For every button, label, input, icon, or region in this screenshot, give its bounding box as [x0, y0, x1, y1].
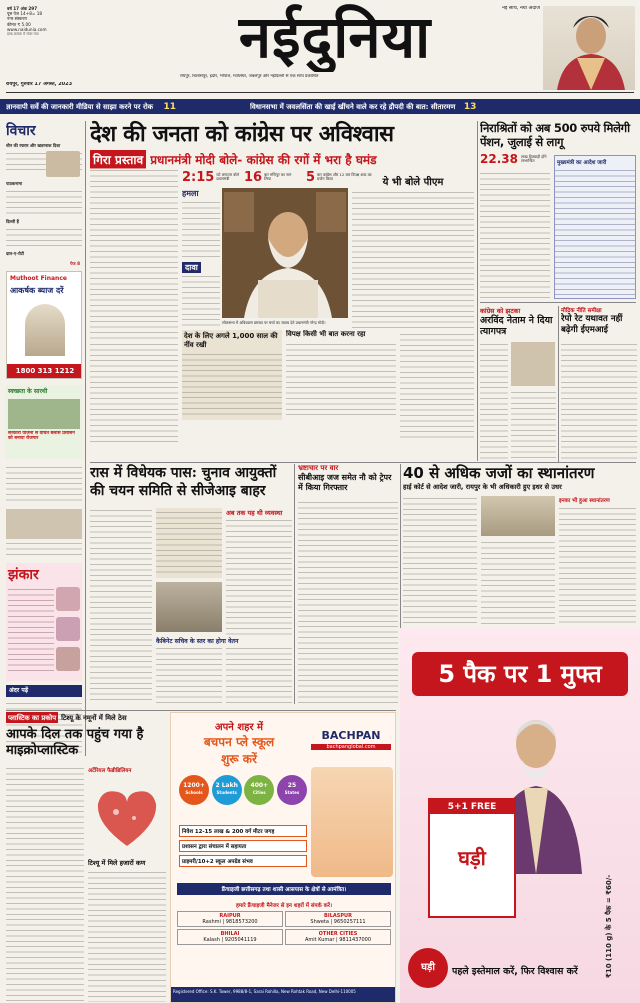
page-count: पूस पेज 14+8= 18: [7, 11, 43, 17]
contact-bhilai-city: BHILAI: [220, 931, 240, 937]
bachpan-kids-photo: [311, 767, 393, 877]
niti-story: [561, 306, 637, 462]
stat-hours: [182, 168, 244, 186]
jhankar-box[interactable]: [6, 563, 82, 681]
highcourt-photo: [481, 496, 555, 536]
logo[interactable]: नईदुनिया: [238, 3, 432, 71]
vichar-item-4[interactable]: दाल-ए-रोटी: [6, 251, 24, 256]
ras-body-2: [156, 646, 222, 704]
lead-headline[interactable]: देश की जनता को कांग्रेस पर अविश्वास: [90, 121, 394, 147]
parliament-photo: [156, 582, 222, 632]
contact-raipur-city: RAIPUR: [219, 913, 241, 919]
ras-body-3: [226, 646, 292, 704]
jhankar-photo-1: [56, 587, 80, 611]
stat-manipur-label: बार मणिपुर का नाम लिया: [264, 171, 292, 181]
pm-photo: [222, 188, 348, 318]
ad-person-photo: [25, 304, 65, 356]
vichar-item-2[interactable]: पाठकनामा: [6, 181, 23, 186]
right-rule-v: [558, 306, 559, 462]
banner-right-text: विधानसभा में जवलसिंता की खाई खींचने वाले कर रहे द्रौपदी की बात: सीतारमण: [250, 103, 456, 111]
lead-sub-box-1: [182, 330, 282, 420]
cities-line: रायपुर, बिलासपुर, इंदौर, भोपाल, ग्वालियर, जबलपुर और नईदिल्ली से एक साथ प्रकाशित: [180, 74, 319, 79]
stat-schools-value: 1200+: [183, 782, 205, 789]
niti-headline[interactable]: रेपो रेट यथावत नहीं बढ़ेगी ईएमआई: [561, 314, 623, 335]
vichar-item-1[interactable]: चीन की रफ्तार और खतरनाक दिशा: [6, 143, 61, 148]
nirashrit-figure: 22.38: [480, 152, 518, 166]
ye-bhi-bole-title: ये भी बोले पीएम: [382, 177, 444, 188]
stat-cities-value: 400+: [250, 782, 269, 789]
plastic-kicker-row: [6, 712, 166, 723]
dava-title: दावा: [182, 262, 201, 273]
stat-congress-value: 5: [306, 169, 316, 185]
dateline: रायपुर, गुरुवार 17 अगस्त, 2023: [6, 82, 73, 87]
hamla-box: [182, 188, 220, 328]
column-rule-3: [294, 464, 295, 704]
stat-students-label: Students: [216, 790, 237, 795]
ras-box-2-text: [226, 518, 292, 636]
bachpan-bullet-3: प्राइमरी/10+2 स्कूल अपग्रेड संभव: [179, 855, 307, 867]
plastic-side-title: अर्टेरियल फैब्रीब्रिलियन: [88, 768, 132, 774]
bachpan-logo-text: BACHPAN: [321, 729, 381, 742]
right-rule-1: [480, 302, 636, 303]
bachpan-franchise: फ्रैंचाइजी छत्तीसगढ़ तथा शासी आसपास के क्षेत्रों से आमंत्रित।: [177, 883, 391, 895]
bachpan-stat-states: [277, 775, 307, 805]
ras-headline[interactable]: चुनाव आयुक्तों की चयन समिति से सीजेआइ बाहर: [90, 465, 277, 499]
bhrashtachar-story: [298, 464, 398, 704]
bachpan-office: Registered Office: S.K. Tower, 9988/8-1, Sarai Rohilla, New Rohtak Road, New Delhi-110005: [171, 987, 396, 1003]
lead-sub-box-2-text: [286, 342, 396, 418]
tagline: नई सोच, नया अंदाज: [502, 6, 540, 11]
bachpan-headline: [179, 719, 299, 767]
contact-other[interactable]: [285, 929, 391, 945]
plastic-rule: [6, 710, 396, 711]
ras-box-text: [156, 510, 222, 576]
nirashrit-cm-box: [554, 155, 636, 299]
price: कीमत ₹ 5.00: [7, 21, 31, 27]
lead-body-col1: [90, 168, 178, 340]
jhankar-photo-3: [56, 647, 80, 671]
ras-heading: [90, 464, 292, 500]
ye-bhi-bole: [352, 174, 474, 330]
column-rule-1: [85, 121, 86, 756]
lead-sub-box-1-text: [182, 352, 282, 418]
contact-other-city: OTHER CITIES: [318, 931, 358, 937]
muthoot-phone: 1800 313 1212: [7, 364, 82, 378]
lead-sub-box-2-title: विपक्ष किसी भी बात करना रहा: [286, 330, 366, 338]
ghadi-pack-label: 5+1 FREE: [430, 800, 514, 814]
stat-hours-label: घंटे लगातार बोले प्रधानमंत्री: [216, 171, 240, 181]
congress-body-2: [511, 390, 556, 462]
congress-headline[interactable]: अरविंद नेताम ने दिया त्यागपत्र: [480, 315, 553, 337]
stat-hours-value: 2:15: [182, 169, 215, 185]
vichar-column: [6, 121, 82, 761]
vichar-text-3: [6, 227, 82, 247]
bachpan-logo: [311, 729, 391, 750]
contact-bilaspur-city: BILASPUR: [324, 913, 352, 919]
muthoot-brand: Muthoot Finance: [10, 275, 67, 282]
bachpan-line1: अपने शहर में: [214, 722, 263, 733]
bhrashtachar-body: [298, 500, 398, 704]
stat-manipur: [244, 168, 306, 186]
ghadi-brand: घड़ी: [458, 846, 486, 870]
vichar-page[interactable]: पेज 8: [70, 261, 80, 266]
columnist-photo: [46, 151, 80, 177]
year-issue: वर्ष 17 अंक 297: [7, 6, 38, 11]
portrait-photo: [543, 6, 635, 90]
swachh-photo: [8, 399, 80, 429]
hamla-text: [182, 200, 220, 258]
ghadi-logo: घड़ी: [408, 948, 448, 988]
banner-right-story[interactable]: [250, 101, 640, 113]
edition: नगर संस्करण: [7, 16, 28, 22]
congress-body: [480, 342, 508, 462]
judges-body-2: [481, 540, 555, 626]
website-link[interactable]: www.naidunia.com: [7, 26, 47, 32]
nirashrit-headline[interactable]: निराश्रितों को अब 500 रुपये मिलेगी पेंशन, जुलाई से लागू: [480, 121, 630, 149]
plastic-body-1: [6, 766, 84, 1002]
lead-kicker: गिरा प्रस्ताव: [90, 150, 146, 169]
judges-headline[interactable]: 40 से अधिक जजों का स्थानांतरण: [403, 464, 595, 482]
issue-info: [7, 6, 87, 32]
swachh-title: स्वच्छता के सारथी: [8, 388, 48, 395]
jhankar-text: [8, 587, 54, 671]
swachh-caption: सरकारी योजना से वंचित बलीसे प्रशासन को बनाया रोजगार: [8, 431, 75, 442]
judges-box: [559, 496, 636, 626]
niti-kicker: मौद्रिक नीति समीक्षा: [561, 308, 602, 314]
stat-states-label: States: [284, 790, 300, 795]
niti-body: [561, 342, 637, 462]
ye-bhi-bole-text: [352, 190, 474, 330]
bachpan-line2: बचपन प्ले स्कूल: [203, 735, 275, 749]
ghadi-slogan: पहले इस्तेमाल करें, फिर विश्वास करें: [452, 966, 578, 977]
bachpan-bullets: [179, 825, 307, 867]
stat-cities-label: Cities: [252, 790, 266, 795]
left-brief-text-2: [6, 541, 82, 559]
contact-other-name: Amit Kumar | 9811437000: [304, 937, 372, 943]
mid-rule: [90, 462, 636, 463]
plastic-kicker: प्लास्टिक का प्रकोप: [8, 714, 57, 722]
ghadi-ad[interactable]: [400, 628, 640, 1003]
plastic-body-2: [88, 870, 166, 1002]
pm-photo-illustration: [222, 188, 348, 318]
lead-body-col1b: [90, 342, 178, 442]
ghadi-pack: [428, 798, 516, 918]
regd-info: डाक-कारक में भेजा गया: [7, 32, 39, 36]
bachpan-stat-schools: [179, 775, 209, 805]
swachh-box[interactable]: [6, 385, 82, 459]
bhrashtachar-headline[interactable]: सीबीआइ जज समेत नौ को ट्रेपर में किया गिरफ्तार: [298, 473, 392, 492]
contact-raipur[interactable]: [177, 911, 283, 927]
ghadi-weight: ₹10 (110 g) के 5 पैक = ₹60/-: [605, 874, 613, 978]
judges-box-title: इनका भी हुआ स्थानांतरण: [559, 498, 610, 504]
left-brief-photo: [6, 509, 82, 539]
vichar-item-3[interactable]: दिल्ली हैं: [6, 219, 19, 224]
jhankar-photo-2: [56, 617, 80, 641]
congress-kicker: कांग्रेस को झटका: [480, 307, 521, 315]
nirashrit-figure-label: लाख हितग्राही होंगे लाभान्वित: [520, 153, 547, 163]
stat-congress-label: बार कांग्रेस और 12 बार विपक्ष शब्द का प्रयोग किया: [317, 171, 372, 181]
masthead-divider: [6, 92, 634, 93]
bachpan-bullet-2: प्रशासन द्वारा संचालन में सहायता: [179, 840, 307, 852]
lead-sub-box-2: [286, 330, 396, 420]
bachpan-site[interactable]: bachpanglobal.com: [311, 744, 391, 750]
ras-body-1: [90, 508, 152, 704]
top-banner: [0, 99, 640, 114]
hamla-title: हमला: [182, 189, 199, 198]
banner-left-page: 11: [163, 102, 176, 112]
ras-box-2: [226, 508, 292, 636]
muthoot-ad[interactable]: [6, 271, 82, 379]
ghadi-offer: 5 पैक पर 1 मुफ्त: [412, 652, 628, 696]
portrait-illustration: [543, 6, 635, 90]
plastic-kicker2: टिश्यू के नमूनों में मिले ठेस: [61, 714, 127, 722]
andar-pad: अंदर पढ़ें: [6, 685, 82, 697]
lead-body-col4: [400, 332, 474, 442]
congress-story: [480, 306, 556, 462]
judges-subhead: हाई कोर्ट से आदेश जारी, रायपुर के भी अधिकारी हुए इधर से उधर: [403, 483, 562, 491]
left-brief-text: [6, 465, 82, 505]
nirashrit-story: [480, 121, 636, 299]
bachpan-stat-cities: [244, 775, 274, 805]
plastic-side-note: टिश्यू में मिले हजारों कण: [88, 859, 146, 867]
bachpan-stats: [179, 775, 307, 819]
lead-sub-box-1-title: देश के लिए अगले 1,000 साल की नींव रखी: [184, 332, 278, 349]
muthoot-title: आकर्षक ब्याज दरें: [10, 286, 64, 295]
stat-students-value: 2 Lakh: [215, 782, 238, 789]
contact-bhilai-name: Kalash | 9205041119: [203, 937, 257, 943]
ras-box: [156, 508, 222, 578]
dava-text: [182, 274, 220, 326]
ras-cabinet-head: कैबिनेट सचिव के स्तर का होगा वेतन: [156, 638, 239, 645]
banner-left-text: ज्ञानवापी सर्वे की जानकारी मीडिया से साझा करने पर रोक: [6, 103, 154, 111]
nirashrit-body: [480, 171, 550, 299]
stat-schools-label: Schools: [185, 790, 203, 795]
lead-story: [90, 120, 474, 450]
judges-body-1: [403, 496, 477, 626]
stat-states-value: 25: [287, 782, 297, 789]
ras-box-title: अब तक यह थी व्यवस्था: [226, 509, 283, 517]
netam-photo: [511, 342, 555, 386]
contact-bhilai[interactable]: [177, 929, 283, 945]
stat-manipur-value: 16: [244, 169, 263, 185]
pm-photo-caption: लोकसभा में अविश्वास प्रस्ताव पर चर्चा का जवाब देते प्रधानमंत्री नरेन्द्र मोदी।: [222, 320, 326, 325]
plastic-headline[interactable]: आपके दिल तक पहुंच गया है माइक्रोप्लास्टिक: [6, 727, 144, 758]
vichar-text-2: [6, 189, 82, 215]
bachpan-stat-students: [212, 775, 242, 805]
nirashrit-cm-title: मुख्यमंत्री का आदेश जारी: [557, 160, 607, 166]
jhankar-title: झंकार: [8, 567, 39, 583]
banner-right-page: 13: [463, 102, 477, 112]
ras-kicker: रास में विधेयक पास:: [90, 465, 197, 481]
bachpan-line3: शुरू करें: [221, 752, 257, 766]
bachpan-ad[interactable]: [170, 712, 396, 1003]
contact-raipur-name: Rashmi | 9818573200: [202, 919, 258, 925]
masthead: [0, 0, 640, 100]
nirashrit-cm-text: [555, 168, 635, 298]
judges-story: [403, 464, 636, 626]
heart-icon: [88, 782, 166, 852]
vichar-heading: विचार: [6, 123, 36, 139]
plastic-story: [6, 712, 166, 1003]
column-rule-2: [477, 121, 478, 461]
contact-bilaspur[interactable]: [285, 911, 391, 927]
bachpan-bullet-1: निवेश 12-15 लाख & 200 वर्ग मीटर जगह: [179, 825, 307, 837]
bhrashtachar-kicker: भ्रष्टाचार पर वार: [298, 464, 339, 472]
ras-story: [90, 464, 292, 704]
bachpan-contacts: [177, 911, 391, 945]
lead-subhead[interactable]: प्रधानमंत्री मोदी बोले- कांग्रेस की रगों में भरा है घमंड: [150, 153, 377, 167]
contact-bilaspur-name: Shweta | 9650257111: [310, 919, 366, 925]
judges-box-text: [559, 506, 636, 626]
heart-illustration: [88, 782, 166, 852]
bachpan-contact-head: हमारे फ्रैंचाइजी मैनेजर से इन शहरों में संपर्क करें।: [235, 903, 332, 909]
lead-subhead-row: [90, 150, 474, 169]
